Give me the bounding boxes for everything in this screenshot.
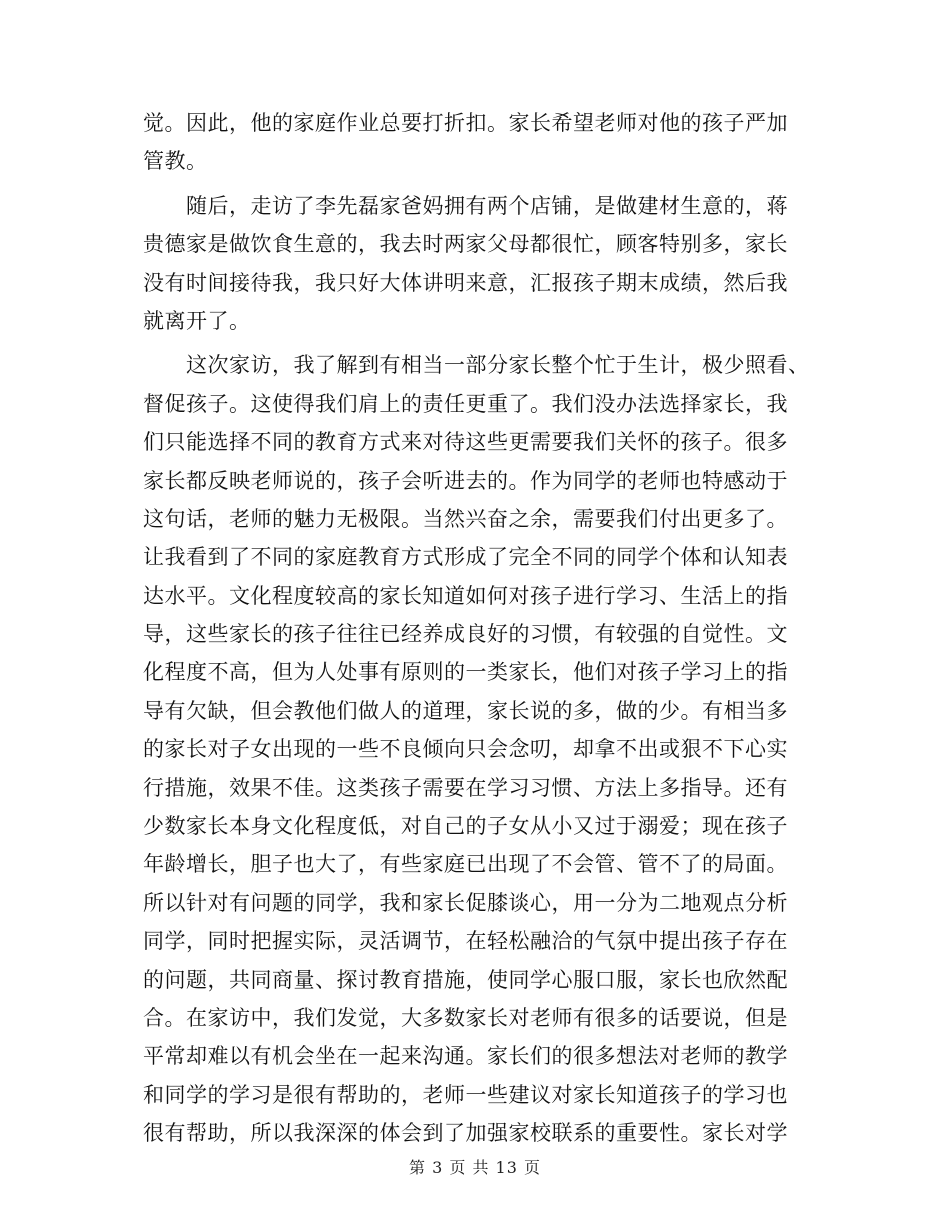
text-line: 平常却难以有机会坐在一起来沟通。家长们的很多想法对老师的教学 — [143, 1044, 788, 1069]
text-line: 督促孩子。这使得我们肩上的责任更重了。我们没办法选择家长，我 — [143, 391, 788, 416]
paragraph — [143, 104, 808, 181]
text-line: 就离开了。 — [143, 308, 251, 333]
text-line: 化程度不高，但为人处事有原则的一类家长，他们对孩子学习上的指 — [143, 660, 788, 685]
text-line: 们只能选择不同的教育方式来对待这些更需要我们关怀的孩子。很多 — [143, 430, 788, 455]
text-line: 让我看到了不同的家庭教育方式形成了完全不同的同学个体和认知表 — [143, 545, 788, 570]
text-line: 觉。因此，他的家庭作业总要打折扣。家长希望老师对他的孩子严加 — [143, 111, 788, 135]
text-line: 这次家访，我了解到有相当一部分家长整个忙于生计，极少照看、 — [143, 353, 810, 378]
text-line: 同学，同时把握实际，灵活调节，在轻松融洽的气氛中提出孩子存在 — [143, 929, 788, 954]
body-text — [143, 104, 808, 1153]
text-line: 少数家长本身文化程度低，对自己的子女从小又过于溺爱；现在孩子 — [143, 814, 788, 839]
text-line: 导，这些家长的孩子往往已经养成良好的习惯，有较强的自觉性。文 — [143, 622, 788, 647]
text-line: 的问题，共同商量、探讨教育措施，使同学心服口服，家长也欣然配 — [143, 967, 788, 992]
text-line: 没有时间接待我，我只好大体讲明来意，汇报孩子期末成绩，然后我 — [143, 270, 788, 295]
text-line: 达水平。文化程度较高的家长知道如何对孩子进行学习、生活上的指 — [143, 583, 788, 608]
text-line: 和同学的学习是很有帮助的，老师一些建议对家长知道孩子的学习也 — [143, 1082, 788, 1107]
text-line: 所以针对有问题的同学，我和家长促膝谈心，用一分为二地观点分析 — [143, 890, 788, 915]
text-line: 导有欠缺，但会教他们做人的道理，家长说的多，做的少。有相当多 — [143, 698, 788, 723]
paragraph — [143, 187, 808, 341]
text-line: 合。在家访中，我们发觉，大多数家长对老师有很多的话要说，但是 — [143, 1005, 788, 1030]
text-line: 年龄增长，胆子也大了，有些家庭已出现了不会管、管不了的局面。 — [143, 852, 788, 877]
text-line: 管教。 — [143, 149, 208, 174]
text-line: 行措施，效果不佳。这类孩子需要在学习习惯、方法上多指导。还有 — [143, 775, 788, 800]
page-number-footer: 第 3 页 共 13 页 — [409, 1158, 541, 1177]
text-line: 很有帮助，所以我深深的体会到了加强家校联系的重要性。家长对学 — [143, 1121, 788, 1146]
text-line: 随后，走访了李先磊家爸妈拥有两个店铺，是做建材生意的，蒋 — [143, 193, 788, 218]
text-line: 贵德家是做饮食生意的，我去时两家父母都很忙，顾客特别多，家长 — [143, 232, 788, 257]
text-line: 这句话，老师的魅力无极限。当然兴奋之余，需要我们付出更多了。 — [143, 506, 788, 531]
text-line: 家长都反映老师说的，孩子会听进去的。作为同学的老师也特感动于 — [143, 468, 788, 493]
text-line: 的家长对子女出现的一些不良倾向只会念叨，却拿不出或狠不下心实 — [143, 737, 788, 762]
paragraph — [143, 346, 808, 1152]
